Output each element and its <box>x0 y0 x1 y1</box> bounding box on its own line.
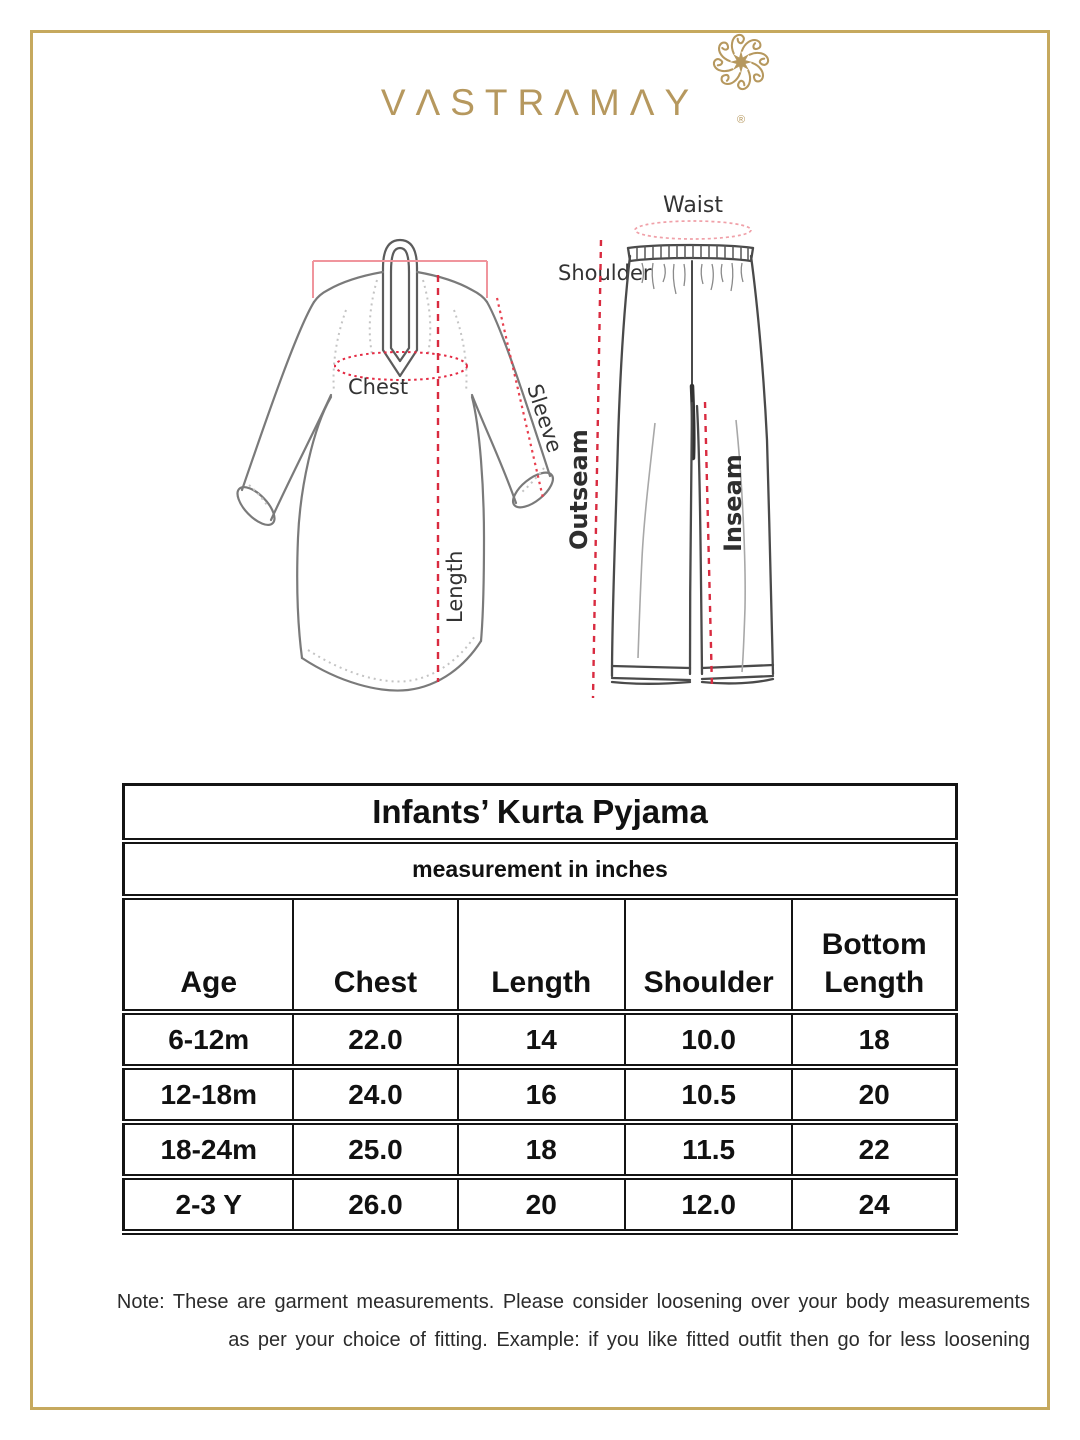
table-cell: 22 <box>792 1122 956 1177</box>
inseam-measure-line <box>705 402 712 688</box>
column-header: Shoulder <box>625 897 792 1012</box>
table-cell: 26.0 <box>293 1177 457 1232</box>
table-row <box>124 1177 957 1232</box>
table-cell: 14 <box>458 1012 625 1067</box>
table-subtitle: measurement in inches <box>124 841 957 897</box>
brand-logo <box>0 82 1080 124</box>
table-row <box>124 1122 957 1177</box>
table-cell: 11.5 <box>625 1122 792 1177</box>
table-cell: 24.0 <box>293 1067 457 1122</box>
table-cell: 16 <box>458 1067 625 1122</box>
table-cell: 12.0 <box>625 1177 792 1232</box>
outseam-measure-line <box>593 240 601 698</box>
table-cell: 18 <box>458 1122 625 1177</box>
column-header: Length <box>458 897 625 1012</box>
table-cell: 10.0 <box>625 1012 792 1067</box>
label-sleeve: Sleeve <box>522 381 567 456</box>
table-row <box>124 1012 957 1067</box>
label-chest: Chest <box>348 375 409 399</box>
kurta-outline <box>231 240 558 691</box>
column-header: Chest <box>293 897 457 1012</box>
column-header: Age <box>124 897 294 1012</box>
brand-name: VΛSTRΛMΛY <box>380 82 700 123</box>
brand-emblem-icon <box>711 32 771 92</box>
table-cell: 18-24m <box>124 1122 294 1177</box>
table-cell: 24 <box>792 1177 956 1232</box>
measurement-note <box>52 1283 1030 1359</box>
note-line-1: Note: These are garment measurements. Please consider loosening over your body measurements <box>116 1291 1030 1313</box>
table-title: Infants’ Kurta Pyjama <box>124 785 957 842</box>
label-length: Length <box>443 550 467 623</box>
measurement-diagram <box>150 158 930 743</box>
table-header-row <box>124 897 957 1012</box>
table-cell: 10.5 <box>625 1067 792 1122</box>
label-inseam: Inseam <box>719 454 747 552</box>
column-header: Bottom Length <box>792 897 956 1012</box>
garment-diagram-svg <box>150 158 930 743</box>
brand-logo-wrap <box>380 82 746 126</box>
note-line-2: as per your choice of fitting. Example: if you like fitted outfit then go for less loosening <box>228 1329 1030 1351</box>
table-row <box>124 1067 957 1122</box>
table-cell: 20 <box>792 1067 956 1122</box>
table-cell: 25.0 <box>293 1122 457 1177</box>
label-shoulder: Shoulder <box>558 261 652 285</box>
waistband-ribs <box>637 245 748 260</box>
table-cell: 18 <box>792 1012 956 1067</box>
pyjama-outline <box>612 245 773 684</box>
label-waist: Waist <box>662 193 724 218</box>
table-cell: 22.0 <box>293 1012 457 1067</box>
label-outseam: Outseam <box>565 429 593 550</box>
table-cell: 12-18m <box>124 1067 294 1122</box>
table-cell: 6-12m <box>124 1012 294 1067</box>
waist-measure-ellipse <box>635 221 751 239</box>
table-body <box>124 1012 957 1232</box>
size-chart-table <box>122 783 958 1235</box>
registered-trademark: ® <box>737 114 746 126</box>
kurta-seam-dots <box>249 280 544 682</box>
shoulder-measure-line <box>313 261 487 298</box>
table-cell: 20 <box>458 1177 625 1232</box>
table-cell: 2-3 Y <box>124 1177 294 1232</box>
